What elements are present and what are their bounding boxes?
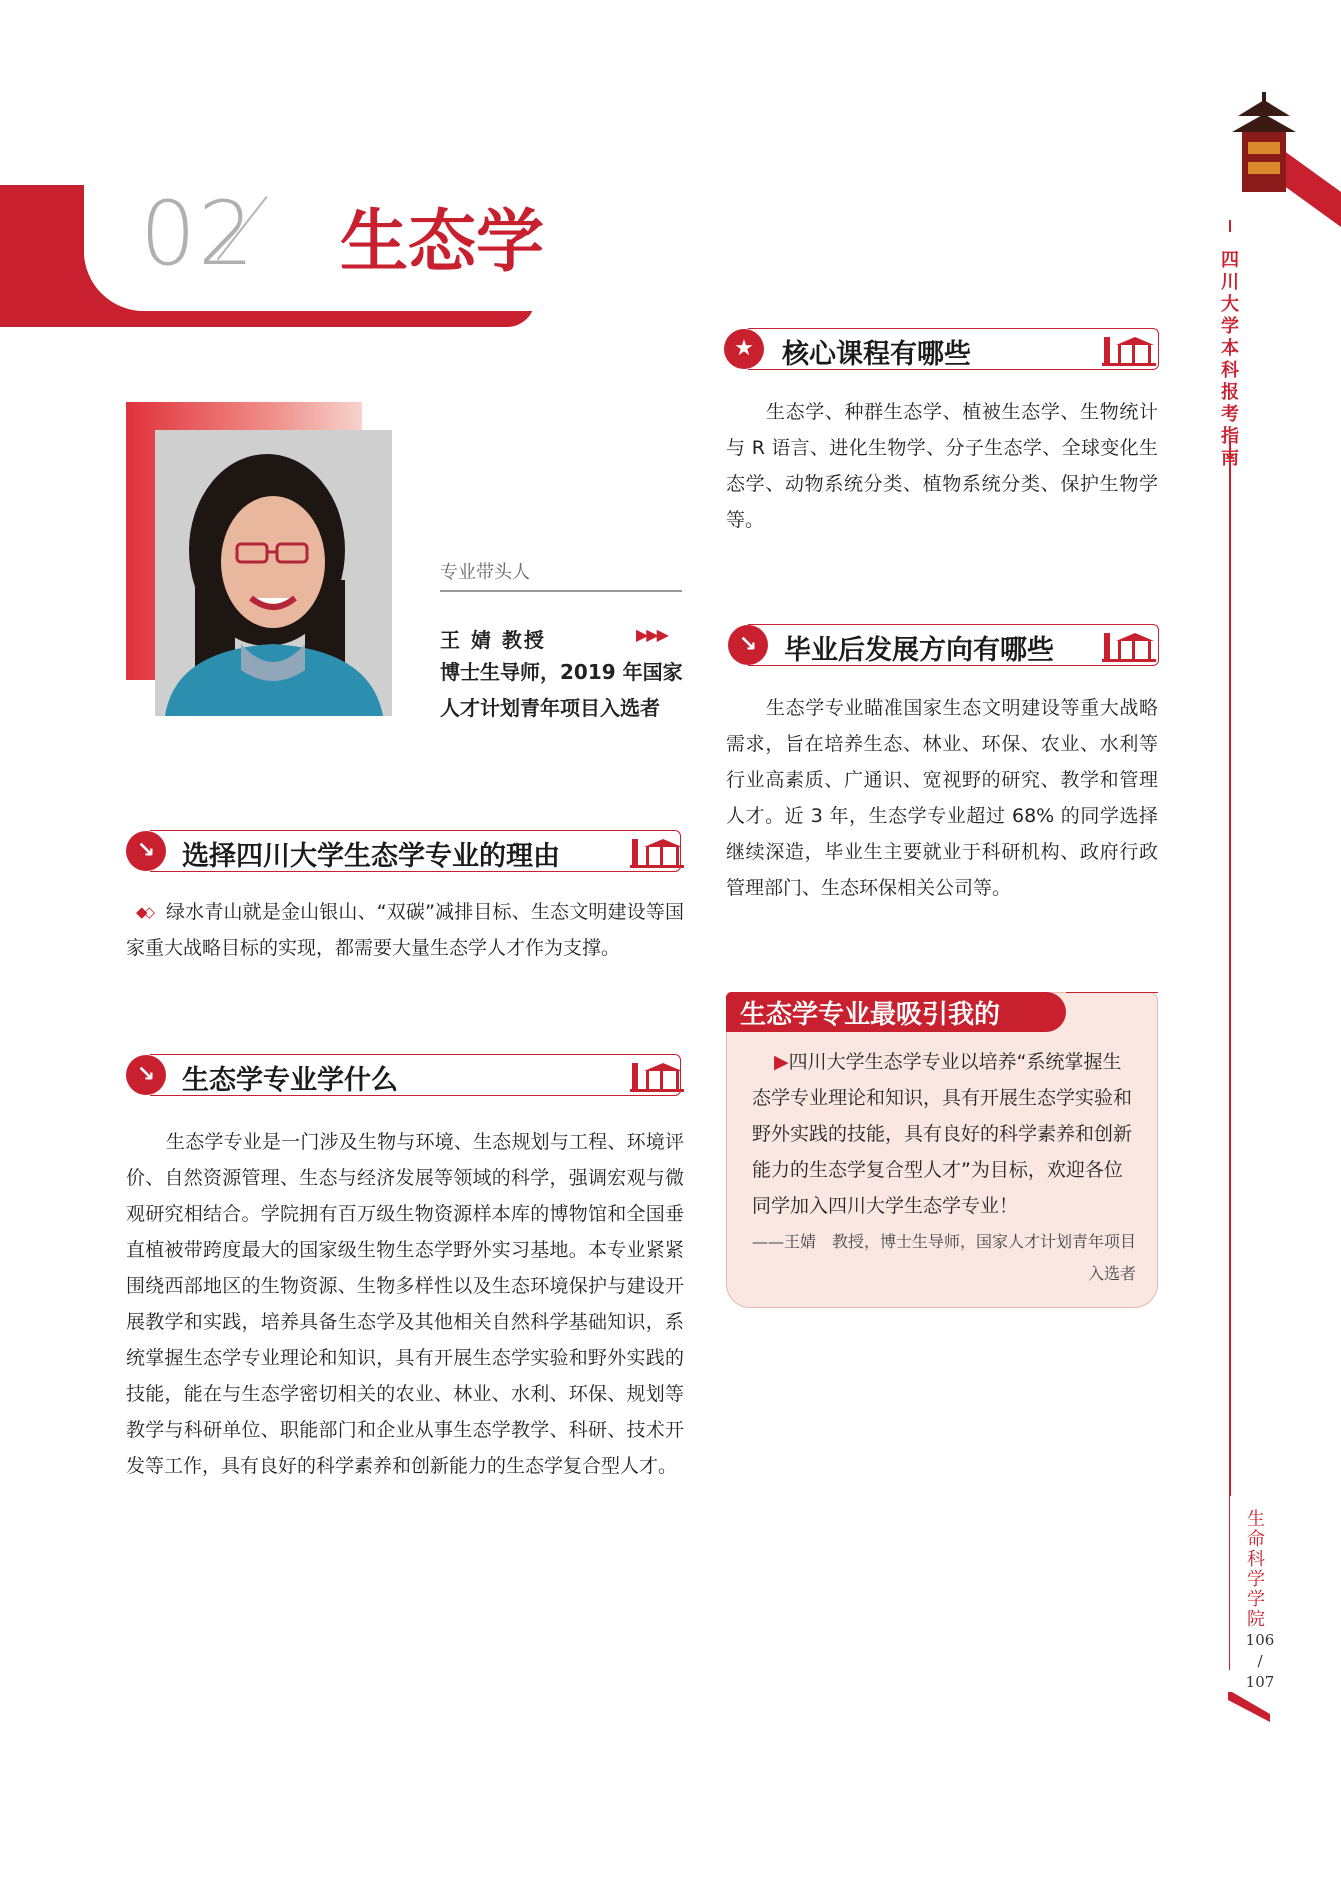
star-icon: ★	[724, 329, 764, 369]
page-numbers	[1230, 1630, 1290, 1693]
reason-text	[126, 894, 684, 966]
tower-corner-icon	[1218, 92, 1341, 232]
section-title-study: 生态学专业学什么	[182, 1065, 398, 1096]
study-text: 生态学专业是一门涉及生物与环境、生态规划与工程、环境评价、自然资源管理、生态与经济发展等领域的科学，强调宏观与微观研究相结合。学院拥有百万级生物资源样本库的博物馆和全国垂直植被带跨度最大的国家级生物生态学野外实习基地。本专业紧紧围绕西部地区的生物资源、生物多样性以及生态环境保护与建设开展教学和实践，培养具备生态学及其他相关自然科学基础知识，系统掌握生态学专业理论和知识，具有开展生态学实验和野外实践的技能，能在与生态学密切相关的农业、林业、水利、环保、规划等教学与科研单位、职能部门和企业从事生态学教学、科研、技术开发等工作，具有良好的科学素养和创新能力的生态学复合型人才。	[126, 1131, 684, 1477]
reason-text-content: 绿水青山就是金山银山、“双碳”减排目标、生态文明建设等国家重大战略目标的实现，都需要大量生态学人才作为支撑。	[126, 901, 684, 959]
leader-divider	[440, 590, 682, 592]
leader-photo	[155, 430, 392, 716]
career-text: 生态学专业瞄准国家生态文明建设等重大战略需求，旨在培养生态、林业、环保、农业、水利等行业高素质、广通识、宽视野的研究、教学和管理人才。近 3 年，生态学专业超过 68% 的同学选择继续深造，毕业生主要就业于科研机构、政府行政管理部门、生态环保相关公司等。	[726, 697, 1158, 899]
attraction-signature: ——王婧 教授，博士生导师，国家人才计划青年项目入选者	[751, 1232, 1136, 1283]
leader-label: 专业带头人	[440, 562, 530, 583]
attraction-body	[752, 1044, 1140, 1224]
page-right: 107	[1245, 1673, 1275, 1691]
attraction-text: 四川大学生态学专业以培养“系统掌握生态学专业理论和知识，具有开展生态学实验和野外实践的技能，具有良好的科学素养和创新能力的生态学复合型人才”为目标，欢迎各位同学加入四川大学生态学专业！	[752, 1051, 1133, 1217]
section-number: 02	[140, 182, 256, 285]
leader-description: 博士生导师，2019 年国家人才计划青年项目入选者	[440, 660, 683, 720]
guide-title-vertical: 四川大学本科报考指南	[1221, 250, 1239, 469]
courses-text: 生态学、种群生态学、植被生态学、生物统计与 R 语言、进化生物学、分子生态学、全球变化生态学、动物系统分类、植物系统分类、保护生物学等。	[726, 401, 1158, 531]
arrow-down-right-icon: ↘	[126, 1055, 166, 1095]
section-title-reason: 选择四川大学生态学专业的理由	[182, 841, 560, 872]
section-title-career: 毕业后发展方向有哪些	[784, 635, 1054, 666]
college-name-vertical: 生命科学学院	[1247, 1509, 1265, 1630]
page-title: 生态学	[340, 202, 545, 282]
gate-icon	[630, 833, 684, 869]
attraction-marker: ▶	[774, 1051, 789, 1073]
section-title-courses: 核心课程有哪些	[782, 339, 971, 370]
leader-arrows: ▶▶▶	[636, 625, 667, 644]
header-band-left-fill	[0, 215, 84, 327]
page-separator: /	[1257, 1652, 1263, 1670]
reason-bullet: ◆◇	[136, 903, 152, 921]
attraction-title: 生态学专业最吸引我的	[740, 1000, 1001, 1030]
arrow-down-right-icon: ↘	[126, 831, 166, 871]
gate-icon	[630, 1057, 684, 1093]
page-left: 106	[1245, 1631, 1275, 1649]
leader-name: 王 婧 教授	[440, 628, 546, 652]
attraction-header-line	[1066, 992, 1158, 993]
margin-end-tick	[1228, 1692, 1270, 1722]
gate-icon	[1102, 331, 1156, 367]
arrow-down-right-icon: ↘	[728, 625, 768, 665]
gate-icon	[1102, 627, 1156, 663]
